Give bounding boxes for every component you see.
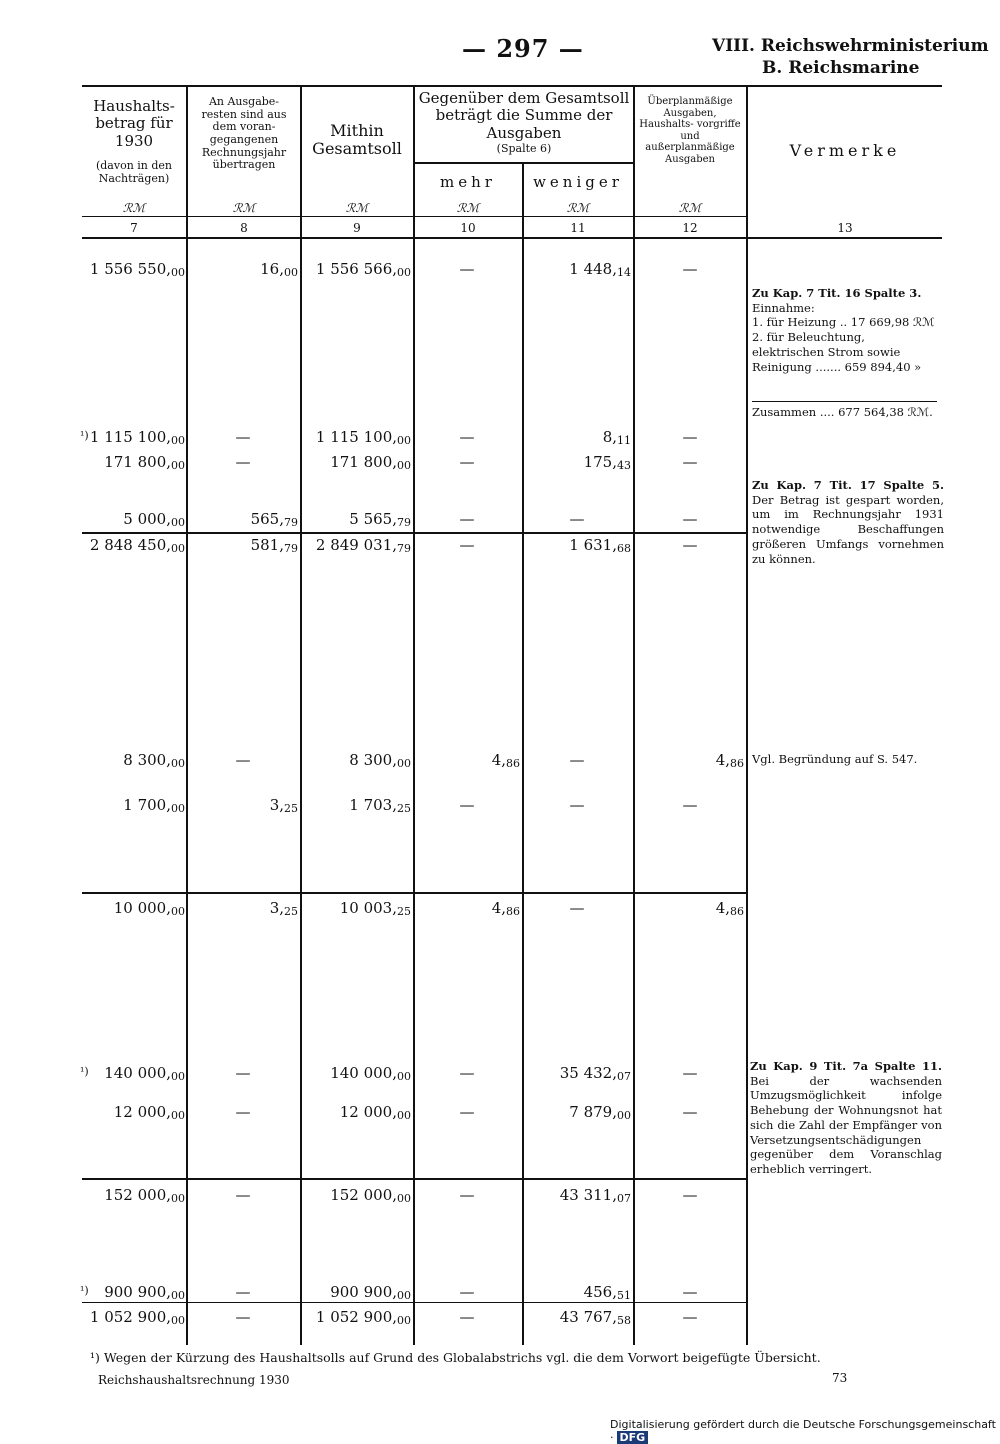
empty-cell-dash: —: [459, 1186, 475, 1204]
col10-number: 10: [460, 221, 476, 235]
col10-unit: ℛℳ: [456, 201, 480, 215]
table-cell-c10: 4,86: [491, 751, 520, 770]
table-cell-c7: 1 115 100,00: [89, 428, 185, 447]
empty-cell-dash: —: [459, 260, 475, 278]
table-cell-c7: 152 000,00: [104, 1186, 185, 1205]
col9-number: 9: [353, 221, 361, 235]
empty-cell-dash: —: [682, 796, 698, 814]
empty-cell-dash: —: [682, 536, 698, 554]
table-cell-c7: 8 300,00: [123, 751, 185, 770]
col12-unit: ℛℳ: [678, 201, 702, 215]
table-cell-c7: 2 848 450,00: [89, 536, 185, 555]
empty-cell-dash: —: [235, 1103, 251, 1121]
empty-cell-dash: —: [459, 428, 475, 446]
col8-number: 8: [240, 221, 248, 235]
footnote-mark: ¹): [80, 429, 89, 442]
note-text: 1. für Heizung .. 17 669,98 ℛℳ: [752, 315, 935, 330]
table-cell-c9: 1 052 900,00: [315, 1308, 411, 1327]
page-number: — 297 —: [462, 34, 584, 63]
col7-subheader: (davon in den Nachträgen): [95, 159, 173, 185]
table-cell-c7: 900 900,00: [104, 1283, 185, 1302]
empty-cell-dash: —: [235, 1283, 251, 1301]
table-cell-c11: 43 767,58: [559, 1308, 631, 1327]
empty-cell-dash: —: [682, 1103, 698, 1121]
note-text: Der Betrag ist gespart worden, um im Rechnungsjahr 1931 notwendige Beschaffungen größeren Umfangs vornehmen zu können.: [752, 492, 944, 566]
col13-number: 13: [837, 221, 853, 235]
col7-number: 7: [130, 221, 138, 235]
col-divider: [300, 85, 302, 1345]
note-total: Zusammen .... 677 564,38 ℛℳ.: [752, 405, 933, 419]
table-cell-c7: 1 052 900,00: [89, 1308, 185, 1327]
empty-cell-dash: —: [682, 1186, 698, 1204]
col7-unit: ℛℳ: [122, 201, 146, 215]
ministry-title: VIII. Reichswehrministerium: [712, 36, 989, 56]
footnote-mark: ¹): [80, 1284, 89, 1297]
empty-cell-dash: —: [682, 453, 698, 471]
table-cell-c11: 1 631,68: [569, 536, 631, 555]
sum-rule: [82, 1178, 746, 1180]
col12-header: Überplanmäßige Ausgaben, Haushalts- vorgriffe und außerplanmäßige Ausgaben: [639, 96, 741, 165]
table-cell-c11: 43 311,07: [559, 1186, 631, 1205]
note-begruendung: Vgl. Begründung auf S. 547.: [752, 752, 918, 766]
col-divider: [522, 164, 524, 1345]
sum-rule: [82, 532, 746, 534]
table-cell-c7: 10 000,00: [113, 899, 185, 918]
col-divider: [186, 85, 188, 1345]
empty-cell-dash: —: [459, 796, 475, 814]
note-heading: Zu Kap. 9 Tit. 7a Spalte 11.: [750, 1059, 942, 1073]
empty-cell-dash: —: [682, 1064, 698, 1082]
col12-number: 12: [682, 221, 698, 235]
empty-cell-dash: —: [569, 510, 585, 528]
table-cell-c9: 900 900,00: [330, 1283, 411, 1302]
table-cell-c9: 1 115 100,00: [315, 428, 411, 447]
col11-unit: ℛℳ: [566, 201, 590, 215]
dfg-credit-text: Digitalisierung gefördert durch die Deutsche Forschungsgemeinschaft ·: [610, 1418, 996, 1444]
table-cell-c7: 171 800,00: [104, 453, 185, 472]
table-cell-c11: 456,51: [583, 1283, 631, 1302]
empty-cell-dash: —: [235, 428, 251, 446]
dfg-credit: [610, 1418, 1000, 1444]
table-cell-c11: 8,11: [602, 428, 631, 447]
table-cell-c9: 5 565,79: [349, 510, 411, 529]
mehr-weniger-rule: [415, 162, 633, 164]
col7-header: Haushalts- betrag für 1930: [93, 97, 175, 150]
table-cell-c11: 7 879,00: [569, 1103, 631, 1122]
empty-cell-dash: —: [459, 1283, 475, 1301]
table-cell-c8: 581,79: [250, 536, 298, 555]
table-cell-c9: 152 000,00: [330, 1186, 411, 1205]
table-cell-c7: 12 000,00: [113, 1103, 185, 1122]
empty-cell-dash: —: [569, 796, 585, 814]
empty-cell-dash: —: [569, 899, 585, 917]
empty-cell-dash: —: [459, 1308, 475, 1326]
note-kap9-tit7a: [750, 1059, 942, 1177]
empty-cell-dash: —: [569, 751, 585, 769]
empty-cell-dash: —: [682, 428, 698, 446]
empty-cell-dash: —: [459, 510, 475, 528]
table-cell-c9: 140 000,00: [330, 1064, 411, 1083]
table-top-rule: [82, 85, 942, 87]
note-heading: Zu Kap. 7 Tit. 17 Spalte 5.: [752, 478, 944, 492]
col-divider: [413, 85, 415, 1345]
empty-cell-dash: —: [459, 1103, 475, 1121]
table-cell-c8: 3,25: [269, 899, 298, 918]
colnum-rule: [82, 216, 748, 217]
empty-cell-dash: —: [235, 453, 251, 471]
table-cell-c11: 35 432,07: [559, 1064, 631, 1083]
table-cell-c9: 1 556 566,00: [315, 260, 411, 279]
footnote-mark: ¹): [80, 1065, 89, 1078]
note-kap7-tit16: [752, 286, 942, 374]
table-cell-c11: 1 448,14: [569, 260, 631, 279]
col9-header: Mithin Gesamtsoll: [312, 121, 402, 159]
note-text: Einnahme:: [752, 300, 815, 315]
footer-title: Reichshaushaltsrechnung 1930: [98, 1373, 290, 1387]
table-cell-c12: 4,86: [715, 899, 744, 918]
table-cell-c12: 4,86: [715, 751, 744, 770]
sum-rule: [82, 892, 746, 894]
col-divider: [633, 85, 635, 1345]
empty-cell-dash: —: [682, 1308, 698, 1326]
empty-cell-dash: —: [459, 453, 475, 471]
table-cell-c7: 1 700,00: [123, 796, 185, 815]
col10-header: mehr: [440, 173, 496, 191]
table-cell-c10: 4,86: [491, 899, 520, 918]
note-heading: Zu Kap. 7 Tit. 16 Spalte 3.: [752, 286, 922, 300]
sum-rule: [82, 1302, 746, 1303]
empty-cell-dash: —: [235, 751, 251, 769]
table-cell-c11: 175,43: [583, 453, 631, 472]
table-cell-c8: 3,25: [269, 796, 298, 815]
table-cell-c9: 8 300,00: [349, 751, 411, 770]
empty-cell-dash: —: [235, 1064, 251, 1082]
table-cell-c7: 140 000,00: [104, 1064, 185, 1083]
note-text: 2. für Beleuchtung, elektrischen Strom sowie Reinigung ....... 659 894,40 »: [752, 330, 922, 374]
header-bottom-rule: [82, 237, 942, 239]
col10-11-subheader: (Spalte 6): [496, 142, 552, 155]
col10-11-header: Gegenüber dem Gesamtsoll beträgt die Summe der Ausgaben: [418, 89, 630, 142]
col-divider: [746, 85, 748, 1345]
col9-unit: ℛℳ: [345, 201, 369, 215]
table-cell-c9: 1 703,25: [349, 796, 411, 815]
note-rule: [752, 401, 937, 402]
signature-mark: 73: [832, 1371, 848, 1385]
section-title: B. Reichsmarine: [762, 58, 920, 78]
note-text: Bei der wachsenden Umzugsmöglichkeit infolge Behebung der Wohnungsnot hat sich die Zahl der Empfänger von Versetzungsentschädigungen gegenüber dem Voranschlag erheblich verringert.: [750, 1073, 942, 1177]
table-cell-c9: 2 849 031,79: [315, 536, 411, 555]
empty-cell-dash: —: [682, 260, 698, 278]
footnote: ¹) Wegen der Kürzung des Haushaltsolls auf Grund des Globalabstrichs vgl. die dem Vorwort beigefügte Übersicht.: [90, 1350, 821, 1365]
empty-cell-dash: —: [459, 536, 475, 554]
table-cell-c9: 171 800,00: [330, 453, 411, 472]
col8-unit: ℛℳ: [232, 201, 256, 215]
empty-cell-dash: —: [235, 1186, 251, 1204]
table-cell-c8: 16,00: [260, 260, 298, 279]
table-cell-c9: 12 000,00: [339, 1103, 411, 1122]
empty-cell-dash: —: [235, 1308, 251, 1326]
col8-header: An Ausgabe- resten sind aus dem voran- gegangenen Rechnungsjahr übertragen: [201, 95, 287, 172]
empty-cell-dash: —: [682, 510, 698, 528]
table-cell-c8: 565,79: [250, 510, 298, 529]
dfg-logo-icon: DFG: [617, 1431, 649, 1444]
table-cell-c9: 10 003,25: [339, 899, 411, 918]
col11-number: 11: [570, 221, 586, 235]
col13-header: Vermerke: [789, 141, 901, 160]
table-cell-c7: 1 556 550,00: [89, 260, 185, 279]
empty-cell-dash: —: [459, 1064, 475, 1082]
empty-cell-dash: —: [682, 1283, 698, 1301]
col11-header: weniger: [533, 173, 623, 191]
note-kap7-tit17: [752, 478, 944, 566]
table-cell-c7: 5 000,00: [123, 510, 185, 529]
